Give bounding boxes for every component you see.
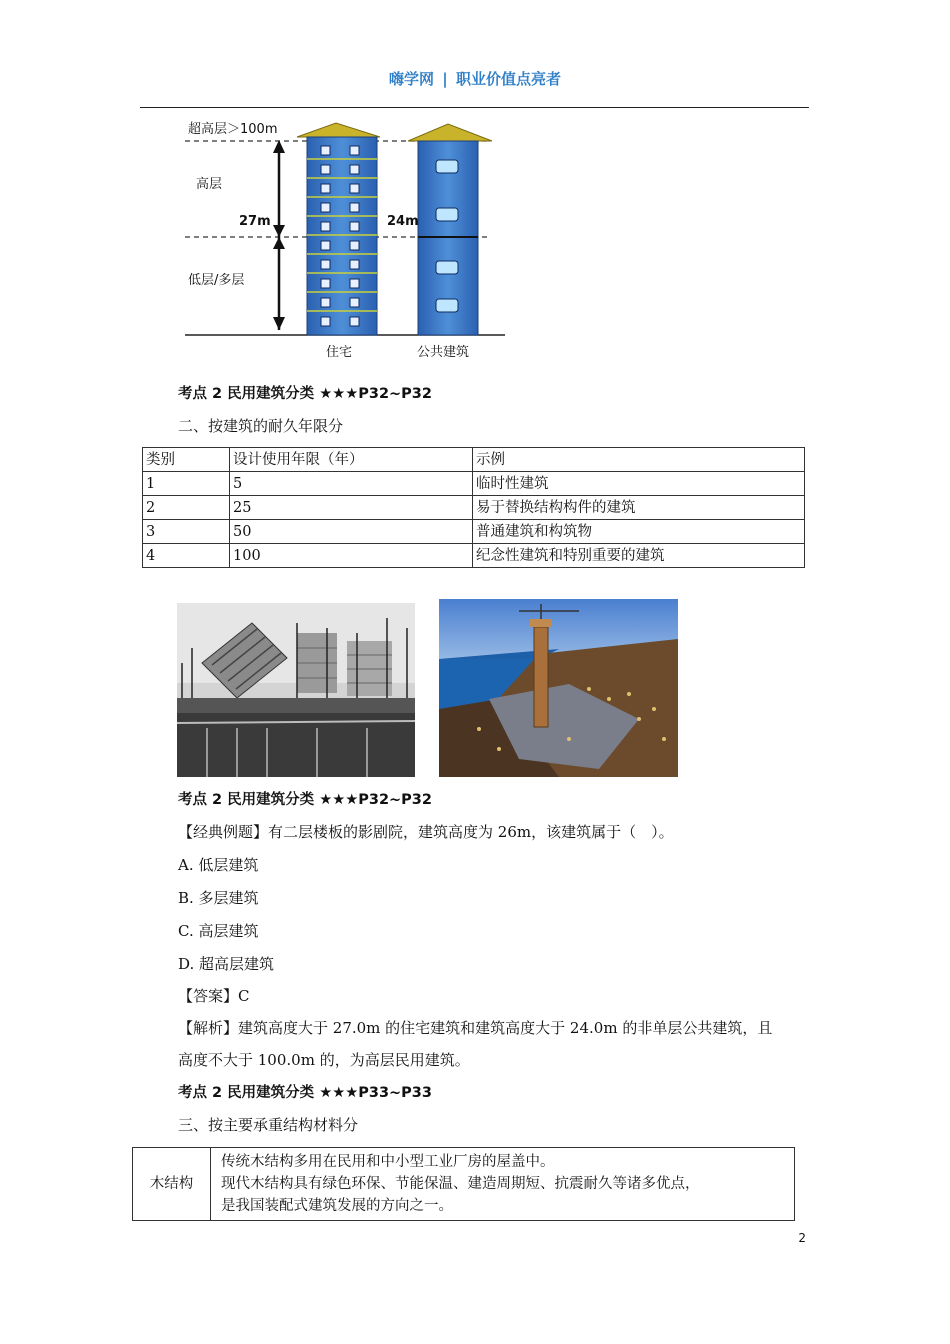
- table-cell: 25: [230, 496, 473, 520]
- public-building-upper: [418, 141, 478, 237]
- collapsed-building-photo: [177, 603, 415, 777]
- table-header-cell: 类别: [143, 448, 230, 472]
- option-c: C. 高层建筑: [178, 922, 259, 940]
- table-row: [143, 472, 805, 496]
- site-name: 嗨学网: [389, 70, 435, 88]
- heading-2: 考点 2 民用建筑分类 ★★★P32~P32: [178, 792, 432, 808]
- material-line: 传统木结构多用在民用和中小型工业厂房的屋盖中。: [221, 1154, 555, 1170]
- material-label-cell: 木结构: [133, 1148, 211, 1221]
- durability-table: [142, 447, 805, 568]
- table-cell: 2: [143, 496, 230, 520]
- table-cell: 临时性建筑: [473, 472, 805, 496]
- residential-building: [307, 137, 377, 335]
- table-header-cell: 设计使用年限（年）: [230, 448, 473, 472]
- page-header: [0, 68, 950, 89]
- example-question: 【经典例题】有二层楼板的影剧院，建筑高度为 26m，该建筑属于（ ）。: [178, 823, 674, 841]
- label-27m: 27m: [239, 214, 271, 229]
- header-rule: [140, 107, 809, 108]
- table-cell: 50: [230, 520, 473, 544]
- table-row: [143, 544, 805, 568]
- table-cell: 1: [143, 472, 230, 496]
- page-number: 2: [798, 1231, 806, 1245]
- heading-1: 考点 2 民用建筑分类 ★★★P32~P32: [178, 386, 432, 402]
- table-cell: 3: [143, 520, 230, 544]
- building-height-diagram: [180, 115, 510, 365]
- section-2-title: 二、按建筑的耐久年限分: [178, 417, 344, 435]
- answer: 【答案】C: [178, 987, 250, 1005]
- site-slogan: 职业价值点亮者: [455, 70, 561, 88]
- option-b: B. 多层建筑: [178, 889, 259, 907]
- label-high: 高层: [196, 177, 223, 192]
- residential-roof: [297, 123, 380, 137]
- caption-residential: 住宅: [326, 345, 353, 360]
- material-description-cell: [211, 1148, 795, 1221]
- analysis-line-2: 高度不大于 100.0m 的，为高层民用建筑。: [178, 1051, 470, 1069]
- table-header-cell: 示例: [473, 448, 805, 472]
- section-3-title: 三、按主要承重结构材料分: [178, 1116, 359, 1134]
- option-d: D. 超高层建筑: [178, 955, 275, 973]
- analysis-line-1: 【解析】建筑高度大于 27.0m 的住宅建筑和建筑高度大于 24.0m 的非单层公共建筑，且: [178, 1019, 773, 1037]
- public-building-lower: [418, 237, 478, 335]
- material-table: [132, 1147, 795, 1221]
- table-cell: 纪念性建筑和特别重要的建筑: [473, 544, 805, 568]
- option-a: A. 低层建筑: [178, 856, 259, 874]
- table-cell: 100: [230, 544, 473, 568]
- caption-public: 公共建筑: [417, 345, 470, 360]
- table-cell: 5: [230, 472, 473, 496]
- heading-3: 考点 2 民用建筑分类 ★★★P33~P33: [178, 1085, 432, 1101]
- table-cell: 普通建筑和构筑物: [473, 520, 805, 544]
- table-row: [143, 520, 805, 544]
- public-roof: [408, 124, 492, 141]
- table-cell: 4: [143, 544, 230, 568]
- table-header-row: [143, 448, 805, 472]
- label-low-multi: 低层/多层: [188, 273, 245, 288]
- header-separator: |: [442, 70, 448, 88]
- material-line: 现代木结构具有绿色环保、节能保温、建造周期短、抗震耐久等诸多优点，: [221, 1176, 700, 1192]
- label-super-high: 超高层＞100m: [188, 122, 278, 137]
- label-24m: 24m: [387, 214, 419, 229]
- table-row: [143, 496, 805, 520]
- table-row: [133, 1148, 795, 1221]
- tower-construction-photo: [439, 599, 678, 777]
- table-cell: 易于替换结构构件的建筑: [473, 496, 805, 520]
- material-line: 是我国装配式建筑发展的方向之一。: [221, 1198, 453, 1214]
